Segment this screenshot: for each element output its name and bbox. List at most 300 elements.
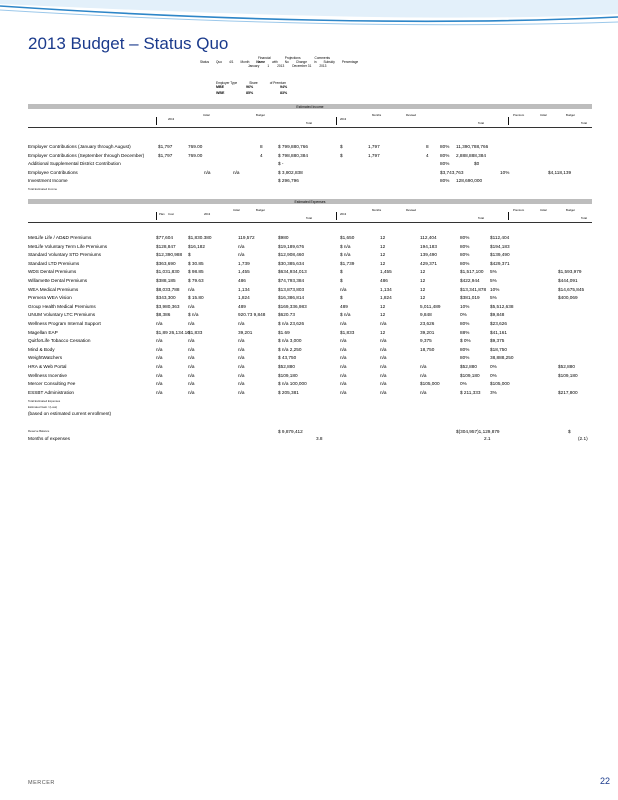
cell: $ n/a [340,312,351,318]
row-label: WEA Medical Premiums [28,286,79,292]
cell: 80% [460,243,470,249]
cell: $634,934,013 [278,269,307,275]
cell: $ 15.80 [188,295,204,301]
cell: $4,118,139 [548,169,572,175]
pct-label: of Premium [269,81,287,85]
cell: $1,797 [158,144,173,149]
cell: 80% [460,252,470,258]
cell: 489 [238,303,246,309]
cell: n/a [380,363,387,369]
cell: n/a [420,363,427,369]
cell: $ 98.85 [188,269,204,275]
cell: 12 [380,235,386,240]
cell: $109,180 [278,372,298,378]
enrollment-note: (based on estimated current enrollment) [28,411,112,416]
cell: 80% [440,144,450,149]
cell: 80% [460,346,470,352]
months-value: 3.8 [316,436,323,441]
table-row [28,143,592,152]
cell: 429,371 [420,260,437,266]
col-header: 2013 [168,117,175,121]
table-row [28,346,592,355]
row-label: Standard Voluntary STD Premiums [28,252,101,258]
cell: $444,091 [558,277,578,283]
cell: n/a [188,355,195,361]
row-label: Investment Income [28,178,68,184]
table-row [28,363,592,372]
cell: 1,455 [380,269,392,275]
cell: $ 0% [460,338,471,344]
cell: $1,739 [340,260,355,266]
cell: $18,750 [490,346,507,352]
col-header: Revised [406,208,417,212]
table-row [28,380,592,389]
header-word: 2013 [319,64,327,68]
cell: 80% [460,355,470,361]
pct-label: Employer Type [216,81,238,85]
header-word: 2013 [277,64,285,68]
cell: $388,185 [156,277,176,283]
cell: $ [188,252,191,258]
cell: 12 [420,277,426,283]
cell: $52,880 [558,363,575,369]
table-row [28,320,592,329]
table-row [28,160,592,169]
header-word: 4/1 [229,60,234,64]
cell: n/a [340,363,347,369]
row-label: QuitforLife Tobacco Cessation [28,338,91,344]
cell: 5% [490,277,497,283]
cell: $363,690 [156,260,176,266]
cell: $ [340,295,343,301]
cell: 1,797 [368,152,380,158]
cell: $8,386 [156,312,171,318]
subtotal-label: Total Estimated Expenses [28,399,61,403]
cell: n/a [380,389,387,395]
row-label: Wellness Program Internal Support [28,320,101,326]
col-header: Initial [540,208,547,212]
table-row [28,234,592,243]
header-word: Subsidy [323,60,335,64]
cell: n/a [156,363,163,369]
cell: 18,750 [420,346,435,352]
header-word: Status [200,60,210,64]
cell: $ 30.85 [188,260,204,266]
cell: 80% [460,320,470,326]
col-header: Initial [233,208,240,212]
cell: $400,069 [558,295,578,301]
cell: n/a [188,320,195,326]
col-header: 2013 [204,212,211,216]
cell: $14,675,845 [558,286,585,292]
row-label: Mercer Consulting Fee [28,381,76,387]
cell: $52,880 [278,363,295,369]
table-row [28,277,592,286]
cell: $ [340,277,343,283]
cell: $13,873,803 [278,286,305,292]
cell: 486 [238,277,246,283]
row-label: Employer Contributions (January through August) [28,144,131,149]
cell: n/a [156,346,163,352]
cell: 12 [380,303,386,309]
cell: $ 205,381 [278,389,299,395]
cell: $ n/a 3,000 [278,338,302,344]
col-header: Months [372,208,382,212]
cell: n/a [340,389,347,395]
cell: 5% [490,295,497,301]
col-header: Premium [513,208,525,212]
cell: 0% [490,363,497,369]
cell: n/a [233,169,240,175]
cell: $1.69 [278,329,290,335]
cell: n/a [238,243,245,249]
cell: n/a [420,389,427,395]
cell: $ n/a 2,250 [278,346,302,352]
cell: 80% [440,152,450,158]
income-column-header [28,113,592,128]
row-label: Group Health Medical Premiums [28,303,96,309]
row-label: MetLife Life / AD&D Premiums [28,235,92,240]
cell: n/a [238,381,245,387]
row-label: Employer Contributions (September through December) [28,152,145,158]
expense-band [28,199,592,204]
expense-subtotals [28,399,592,419]
cell: 80% [460,235,470,240]
cell: $3,743,763 [440,169,464,175]
table-row [28,286,592,295]
cell: $139,490 [490,252,510,258]
divider [508,212,509,220]
reserve-table [28,428,592,442]
cell: 128,690,000 [456,178,483,184]
cell: 12 [420,295,426,301]
header-block [200,56,440,68]
col-header: 2013 [340,212,347,216]
cell: n/a [238,363,245,369]
cell: n/a [156,320,163,326]
col-header: Revised [406,113,417,117]
reserve-right-value: $(304,957)1,129,879 [456,429,500,434]
col-header: Total [478,216,484,220]
row-label: Standard LTD Premiums [28,260,80,266]
cell: 80% [440,178,450,184]
table-row [28,294,592,303]
cell: $422,944 [460,277,480,283]
page-title: 2013 Budget – Status Quo [28,34,229,53]
cell: 1,824 [380,295,392,301]
header-word: Financial [258,56,271,60]
cell: 3% [490,389,497,395]
table-row [28,177,592,186]
cell: 10% [490,286,500,292]
cell: $343,300 [156,295,176,301]
cell: n/a [238,389,245,395]
expense-table [28,234,592,397]
cell: $381,019 [460,295,480,301]
cell: $16,182 [188,243,205,249]
header-word: in [313,60,317,64]
mercer-logo: MERCER [28,780,55,786]
col-header: Total [306,121,312,125]
reserve-value: $ 9,879,412 [278,429,303,434]
cell: $ 799,880,766 [278,144,308,149]
pct-value: 94% [280,85,288,89]
cell: 9,375 [420,338,432,344]
cell: n/a [238,338,245,344]
cell: $1,797 [158,152,173,158]
cell: 11,390,788,766 [456,144,489,149]
row-label: Wellness Incentive [28,372,67,378]
cell: n/a [156,338,163,344]
cell: $ - [278,161,284,167]
cell: 8 [260,144,263,149]
cell: n/a [188,286,195,292]
cell: $41,161 [490,329,507,335]
cell: 112,404 [420,235,437,240]
cell: n/a [188,346,195,352]
cell: $112,404 [490,235,510,240]
cell: n/a [188,389,195,395]
cell: $ 43,750 [278,355,297,361]
cell: 88% [460,329,470,335]
cell: $109,180 [460,372,480,378]
cell: 39,201 [420,329,435,335]
months-label: Months of expenses [28,436,70,441]
subtotal-row [28,186,592,192]
row-label: Mind & Body [28,346,55,352]
cell: $105,000 [490,381,510,387]
cell: $217,800 [558,389,578,395]
cell: 39,201 [238,329,253,335]
cell: 9,848 [420,312,432,318]
col-header: Total [581,121,587,125]
subtotal-label: Estimated Gain / (Loss) [28,405,58,409]
cell: $12,390,988 [156,252,183,258]
cell: n/a [238,346,245,352]
table-row [28,389,592,398]
row-label: MetLife Voluntary Term Life Premiums [28,243,108,249]
cell: $52,880 [460,363,477,369]
cell: $3,980,363 [156,303,180,309]
cell: $ n/a [188,312,199,318]
col-header: Initial [203,113,210,117]
cell: $9,848 [490,312,505,318]
cell: n/a [340,346,347,352]
cell: 920.73 9,848 [238,312,266,318]
cell: $ [340,269,343,275]
cell: $ 79.63 [188,277,204,283]
cell: 4 [426,152,429,158]
reserve-dollar: $ [568,429,571,434]
cell: n/a [380,338,387,344]
cell: 0% [460,312,467,318]
cell: n/a [380,372,387,378]
cell: 1,134 [238,286,250,292]
cell: $9,375 [490,338,505,344]
pct-value: 96% [246,85,254,89]
cell: n/a [380,355,387,361]
cell: 12 [380,329,386,335]
table-row [28,303,592,312]
cell: 119,572 [238,235,255,240]
header-word: December 31 [292,64,312,68]
cell: n/a [380,320,387,326]
cell: n/a [420,372,427,378]
cell: $1,830.380 [188,235,212,240]
cell: n/a [340,286,347,292]
cell: $74,793,384 [278,277,305,283]
months-paren: (2.1) [578,436,588,441]
row-label: WeightWatchers [28,355,63,361]
header-word: Projections [284,56,301,60]
cell: n/a [340,381,347,387]
cell: $19,189,676 [278,243,305,249]
cell: $5,512,638 [490,303,514,309]
cell: 12 [420,269,426,275]
row-label: Premera WEA Vision [28,295,72,301]
cell: 8 [426,144,429,149]
cell: n/a [156,389,163,395]
cell: n/a [340,338,347,344]
cell: $ [340,144,343,149]
expense-column-header [28,208,592,223]
cell: $ 296,796 [278,178,299,184]
cell: 5% [490,269,497,275]
col-header: Budget [566,208,575,212]
cell: n/a [188,381,195,387]
pct-label: Share [249,81,258,85]
cell: n/a [188,372,195,378]
col-header: Budget [566,113,575,117]
pct-row-label: WBE [216,90,225,95]
cell: 0% [490,372,497,378]
cell: $1,593,979 [558,269,582,275]
cell: $194,183 [490,243,510,249]
income-band-label: Estimated Income [296,104,324,109]
cell: $128,847 [156,243,176,249]
col-header: Total [478,121,484,125]
cell: $16,386,814 [278,295,305,301]
cell: 1,739 [238,260,250,266]
cell: $ 798,880,384 [278,152,308,158]
row-label: Willamette Dental Premiums [28,277,88,283]
table-row [28,268,592,277]
table-row [28,251,592,260]
divider [336,212,337,220]
cell: $105,000 [420,381,440,387]
table-row [28,354,592,363]
row-label: HRA & Web Portal [28,363,67,369]
cell: $1,031,830 [156,269,180,275]
row-label: Employee Contributions [28,169,78,175]
cell: 80% [440,161,450,167]
cell: 12 [420,286,426,292]
cell: 10% [500,169,510,175]
cell: 1,797 [368,144,380,149]
income-band [28,104,592,109]
divider [336,117,337,125]
cell: $8,033,788 [156,286,180,292]
percent-block [216,81,287,96]
cell: 139,490 [420,252,437,258]
cell: 2,888,888,384 [456,152,486,158]
cell: n/a [238,372,245,378]
cell: $1,650 [340,235,355,240]
cell: n/a [238,252,245,258]
expense-band-label: Estimated Expenses [294,199,326,204]
cell: 769.00 [188,152,203,158]
header-word: Change [295,60,307,64]
col-header: 2013 [340,117,347,121]
row-label: ESSBT Administration [28,389,75,395]
cell: n/a [204,169,211,175]
pct-row-label: MBE [216,85,224,89]
cell: $ n/a 100,000 [278,381,307,387]
col-header: Plan [159,212,165,216]
cell: 38,888,250 [490,355,514,361]
col-header: Months [372,113,382,117]
cell: $ n/a [340,252,351,258]
cell: $1,833 [188,329,203,335]
divider [156,117,157,125]
cell: $1,517,100 [460,269,484,275]
cell: n/a [380,346,387,352]
cell: 12 [380,312,386,318]
cell: $ n/a [340,243,351,249]
col-header: Budget [256,113,265,117]
row-label: Additional Supplemental District Contribution [28,161,121,167]
divider [156,212,157,220]
cell: 10% [460,303,470,309]
cell: $12,908,460 [278,252,305,258]
cell: n/a [188,303,195,309]
header-word: with [272,60,278,64]
cell: 1,134 [380,286,392,292]
col-header: Premium [513,113,525,117]
cell: $0 [474,161,480,167]
pct-value: 85% [246,90,254,95]
cell: 489 [340,303,348,309]
cell: n/a [156,355,163,361]
table-row [28,311,592,320]
cell: n/a [340,320,347,326]
cell: 5,011,489 [420,303,441,309]
subtotal-label: Total Estimated Income [28,186,58,191]
col-header: Budget [256,208,265,212]
cell: 4 [260,152,263,158]
col-header: Cost [168,212,174,216]
reserve-label: Reserve Balance [28,429,50,433]
header-word: Name [256,60,266,64]
header-word: Month [240,60,250,64]
cell: $23,626 [490,320,507,326]
cell: $ 211,333 [460,389,481,395]
row-label: Magellan EAP [28,329,58,335]
cell: $ [340,152,343,158]
cell: $1,89 26,134.16 [156,329,190,335]
table-row [28,329,592,338]
table-row [28,337,592,346]
cell: n/a [156,372,163,378]
header-word: January [248,64,260,68]
cell: n/a [340,372,347,378]
cell: $ 3,802,838 [278,169,303,175]
cell: $1,833 [340,329,355,335]
cell: n/a [340,355,347,361]
cell: $980 [278,235,289,240]
header-word: Quo [216,60,223,64]
cell: 80% [460,260,470,266]
